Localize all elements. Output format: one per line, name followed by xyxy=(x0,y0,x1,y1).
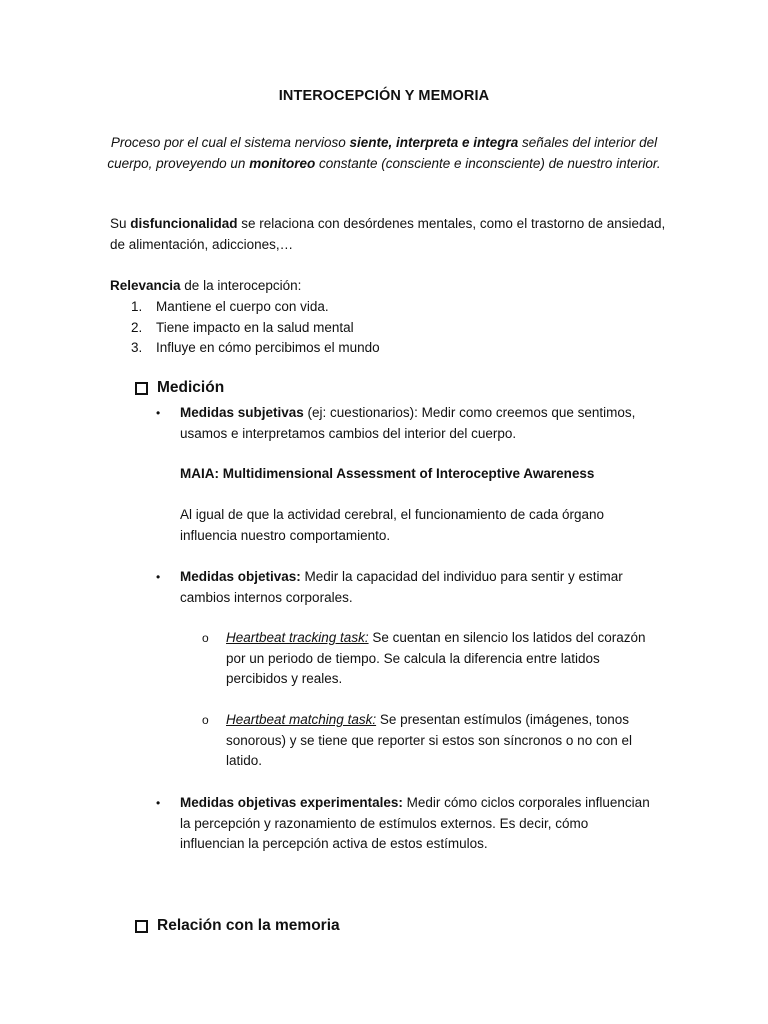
igual-paragraph: Al igual de que la actividad cerebral, el funcionamiento de cada órgano influencia nuestro comportamiento. xyxy=(180,507,605,543)
bullet-icon: • xyxy=(156,796,161,810)
subjetivas-item: • Medidas subjetivas (ej: cuestionarios): Medir como creemos que sentimos, usamos e interpretamos cambios del interior del cuerpo. xyxy=(156,403,656,444)
maia-line: MAIA: Multidimensional Assessment of Interoceptive Awareness xyxy=(180,466,595,481)
experimentales-item: • Medidas objetivas experimentales: Medir cómo ciclos corporales influencian la percepción y razonamiento de estímulos externos. Es decir, cómo influencian la percepción activa de estos estímulos. xyxy=(156,793,656,855)
relevancia-heading: Relevancia de la interocepción: xyxy=(110,278,302,293)
circle-bullet-icon: o xyxy=(202,713,209,727)
checkbox-icon xyxy=(135,920,148,933)
list-item: 2. Tiene impacto en la salud mental xyxy=(131,319,354,335)
circle-bullet-icon: o xyxy=(202,631,209,645)
relevancia-list xyxy=(131,297,651,359)
document-title: INTEROCEPCIÓN Y MEMORIA xyxy=(278,88,490,104)
bullet-icon: • xyxy=(156,570,161,584)
checkbox-icon xyxy=(135,382,148,395)
disfuncionalidad-paragraph: Su disfuncionalidad se relaciona con desórdenes mentales, como el trastorno de ansiedad, de alimentación, adicciones,… xyxy=(110,216,666,252)
medicion-heading: Medición xyxy=(135,379,224,397)
list-item: 1. Mantiene el cuerpo con vida. xyxy=(131,299,329,314)
memoria-heading: Relación con la memoria xyxy=(135,917,340,935)
matching-task-item: o Heartbeat matching task: Se presentan estímulos (imágenes, tonos sonorous) y se tiene que reporter si estos son síncronos o no con el latido. xyxy=(202,710,657,772)
bullet-icon: • xyxy=(156,406,161,420)
tracking-task-item: o Heartbeat tracking task: Se cuentan en silencio los latidos del corazón por un periodo de tiempo. Se calcula la diferencia entre latidos percibidos y reales. xyxy=(202,628,657,690)
intro-paragraph: Proceso por el cual el sistema nervioso siente, interpreta e integra señales del interior del cuerpo, proveyendo un monitoreo constante (consciente e inconsciente) de nuestro interior. xyxy=(107,135,661,171)
objetivas-item: • Medidas objetivas: Medir la capacidad del individuo para sentir y estimar cambios internos corporales. xyxy=(156,567,656,608)
list-item: 3. Influye en cómo percibimos el mundo xyxy=(131,340,380,355)
